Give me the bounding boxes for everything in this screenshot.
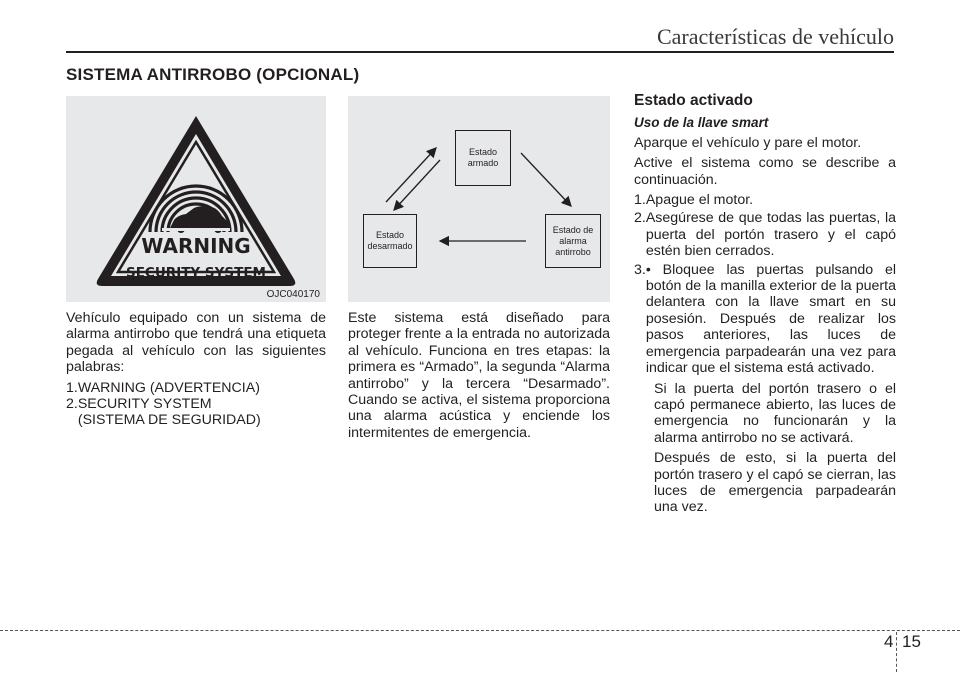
state-armed-line2: armado: [467, 158, 499, 168]
warning-triangle-icon: [66, 96, 326, 302]
diagram-arrows: [348, 96, 610, 302]
state-disarmed-line1: Estado: [375, 230, 405, 240]
warning-text: WARNING: [141, 234, 251, 258]
list-text: Asegúrese de que todas las puertas, la puerta del portón trasero y el capó estén bien cerrados.: [645, 210, 896, 260]
alarm-state-diagram: [348, 96, 610, 302]
intro-paragraph: Vehículo equipado con un sistema de alarma antirrobo que tendrá una etiqueta pegada al vehículo con las siguientes palabras:: [66, 310, 326, 376]
page-separator: [896, 632, 897, 672]
column-2-text: [348, 310, 610, 445]
list-number: 2.: [634, 210, 646, 227]
paragraph-door-closed: Después de esto, si la puerta del portón trasero y el capó se cierran, las luces de emergencia parpadearán una vez.: [654, 450, 896, 516]
list-number: 2.: [66, 396, 78, 413]
list-item: [634, 210, 896, 259]
subsection-title: Estado activado: [634, 92, 753, 109]
list-item: [634, 192, 896, 208]
section-title: SISTEMA ANTIRROBO (OPCIONAL): [66, 65, 360, 84]
header-rule: [66, 51, 894, 53]
footer-rule: [0, 630, 960, 631]
arrow-disarmed-to-armed: [386, 148, 436, 202]
state-disarmed-box: [363, 214, 417, 268]
page-number: 15: [902, 632, 921, 651]
security-system-text: SECURITY SYSTEM: [125, 265, 267, 281]
column-3-text: [634, 93, 896, 520]
state-alarm-line3: antirrobo: [555, 246, 591, 257]
list-text-line2: (SISTEMA DE SEGURIDAD): [77, 412, 261, 429]
list-text: Apague el motor.: [645, 192, 754, 209]
list-text: [78, 396, 326, 429]
arrow-armed-to-alarm: [521, 153, 571, 206]
paragraph-park: Aparque el vehículo y pare el motor.: [634, 134, 862, 151]
paragraph-door-open: Si la puerta del portón trasero o el capó permanece abierto, las luces de emergencia no funcionarán y la alarma antirrobo no se activará.: [654, 380, 896, 446]
column-1-text: [66, 310, 326, 429]
subsection-subtitle: Uso de la llave smart: [634, 115, 769, 131]
chapter-number: 4: [884, 632, 894, 651]
figure-code: OJC040170: [266, 289, 320, 300]
state-armed-line1: Estado: [468, 147, 497, 157]
paragraph-activate: Active el sistema como se describe a continuación.: [634, 155, 896, 188]
list-item: [66, 380, 326, 396]
state-alarm-line1: Estado de: [552, 224, 594, 235]
state-alarm-line2: alarma: [559, 235, 587, 246]
list-number: 1.: [634, 192, 646, 209]
state-alarm-box: [545, 214, 601, 268]
state-armed-box: [455, 130, 511, 186]
system-description: Este sistema está diseñado para proteger frente a la entrada no autorizada al vehículo. Funciona en tres etapas: la primera es “Armado”, la segunda “Alarma antirrobo” y la tercera “Desarmado”. Cuando se activa, el sistema proporciona una alarma acústica y enciende los intermitentes de emergencia.: [348, 310, 610, 441]
list-item: [66, 396, 326, 429]
list-number: 3.: [634, 261, 646, 278]
list-text-line1: SECURITY SYSTEM: [77, 396, 212, 413]
list-text: WARNING (ADVERTENCIA): [77, 379, 260, 396]
warning-label-figure: [66, 96, 326, 302]
list-item: [634, 262, 896, 377]
list-text: • Bloquee las puertas pulsando el botón de la manilla exterior de la puerta delantera con la llave smart en su posesión. Después de realizar los pasos anteriores, las luces de emergencia parpadearán una vez para indicar que el sistema está activado.: [645, 261, 896, 377]
state-disarmed-line2: desarmado: [367, 241, 413, 251]
list-number: 1.: [66, 379, 78, 396]
header-title: Características de vehículo: [656, 24, 894, 49]
